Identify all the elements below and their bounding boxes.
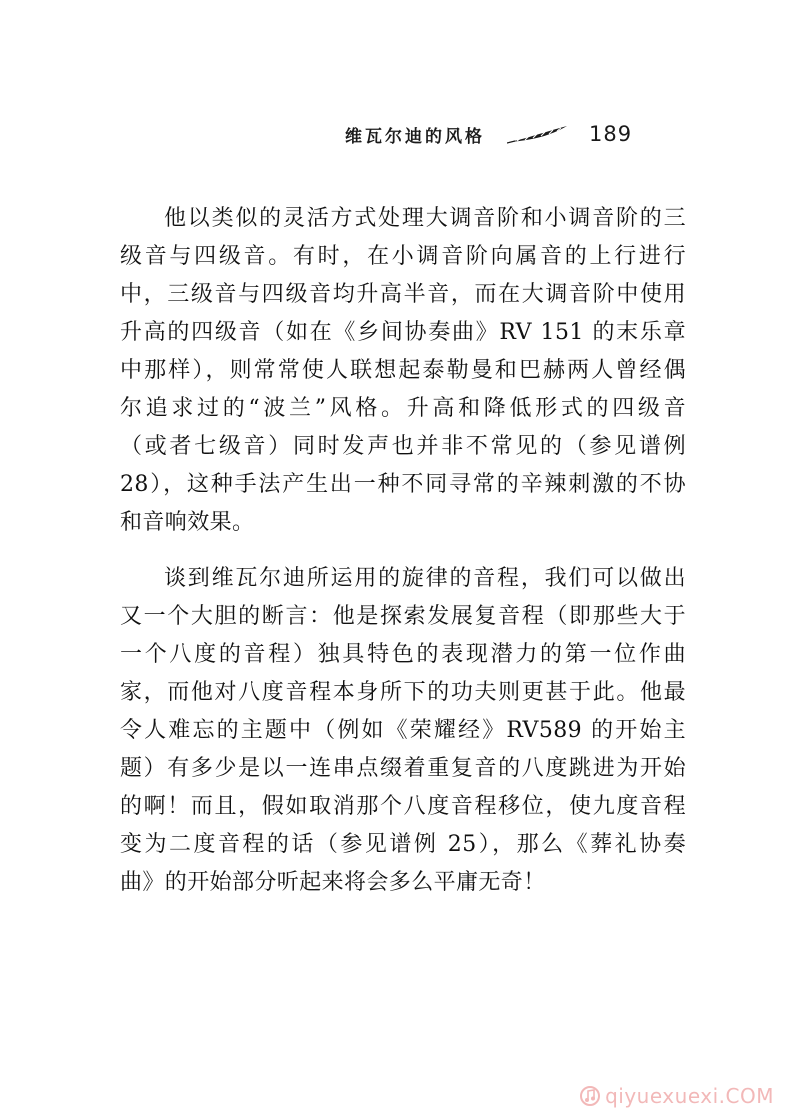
text-line: 家，而他对八度音程本身所下的功夫则更甚于此。他最 [120,680,686,705]
text-line: 的啊！而且，假如取消那个八度音程移位，使九度音程 [120,794,686,819]
running-header [345,118,632,150]
paragraph [120,560,686,902]
text-line: 谈到维瓦尔迪所运用的旋律的音程，我们可以做出 [164,566,686,591]
text-line: 变为二度音程的话（参见谱例 25），那么《葬礼协奏 [120,832,686,857]
text-line: 令人难忘的主题中（例如《荣耀经》RV589 的开始主 [120,718,686,743]
text-line: 中，三级音与四级音均升高半音，而在大调音阶中使用 [120,282,686,307]
music-note-logo-icon [579,1085,601,1107]
text-line: 28），这种手法产生出一种不同寻常的辛辣刺激的不协 [120,472,686,497]
text-line: 级音与四级音。有时，在小调音阶向属音的上行进行 [120,244,686,269]
body-text [120,200,686,902]
text-line: 尔追求过的“波兰”风格。升高和降低形式的四级音 [120,396,686,421]
chapter-title: 维瓦尔迪的风格 [345,126,485,147]
text-line: 升高的四级音（如在《乡间协奏曲》RV 151 的末乐章 [120,320,686,345]
text-line: 题）有多少是以一连串点缀着重复音的八度跳进为开始 [120,756,686,781]
text-line: （或者七级音）同时发声也并非不常见的（参见谱例 [120,434,686,459]
watermark-text: qiyuexuexi.COM [605,1084,774,1108]
paragraph-spacer [120,542,686,560]
paragraph [120,200,686,542]
text-line: 一个八度的音程）独具特色的表现潜力的第一位作曲 [120,642,686,667]
text-line: 又一个大胆的断言：他是探索发展复音程（即那些大于 [120,604,686,629]
text-line: 和音响效果。 [120,510,255,535]
text-line: 曲》的开始部分听起来将会多么平庸无奇！ [120,870,546,895]
text-line: 他以类似的灵活方式处理大调音阶和小调音阶的三 [164,206,686,231]
page-number: 189 [589,122,633,146]
text-line: 中那样），则常常使人联想起泰勒曼和巴赫两人曾经偶 [120,358,686,383]
site-watermark [579,1084,774,1108]
quill-feather-icon [507,123,569,145]
